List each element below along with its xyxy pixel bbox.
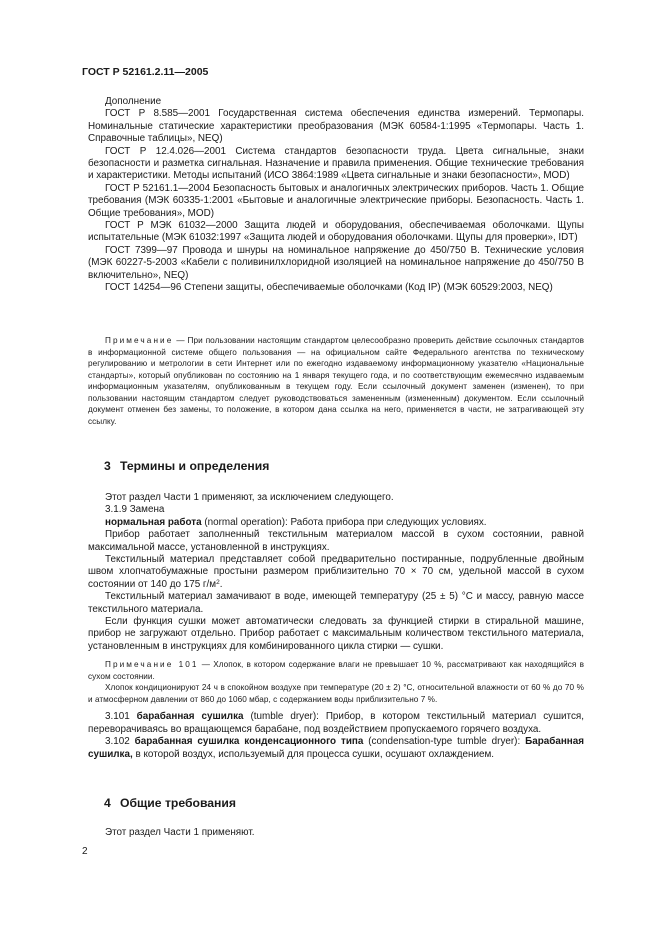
section-number: 3	[104, 459, 111, 473]
definition-3102: 3.102 барабанная сушилка конденсационного типа (condensation-type tumble dryer): Барабанная сушилка, в которой воздух, используемый для процесса сушки, осушают охлаждением.	[88, 736, 585, 760]
note-text: — При пользовании настоящим стандартом целесообразно проверить действие ссылочных стандартов в информационной системе общего пользования — на официальном сайте Федерального агентства по техническому регулированию и метрологии в сети Интернет или по ежегодно издаваемому информационному указателю «Национальные стандарты», который опубликован по состоянию на 1 января текущего года, и по соответствующим ежемесячно издаваемым информационным указателям, опубликованным в текущем году. Если ссылочный документ заменен (изменен), то при пользовании настоящим стандартом следует руководствоваться замененным (измененным) документом. Если ссылочный документ отменен без замены, то положение, в котором дана ссылка на него, применяется в части, не затрагивающей эту ссылку.	[88, 336, 584, 426]
addendum-block	[88, 96, 584, 295]
section-number: 4	[104, 796, 111, 810]
section-title: Термины и определения	[120, 459, 270, 473]
section-title: Общие требования	[120, 796, 237, 810]
paragraph: Если функция сушки может автоматически следовать за функцией стирки в стиральной машине, прибор не загружают отдельно. Прибор работает с максимальным количеством текстильного материала, установленным в инструкциях для комбинированного цикла стирки — сушки.	[88, 616, 584, 652]
note-label: Примечание	[105, 336, 174, 345]
document-header: ГОСТ Р 52161.2.11—2005	[82, 66, 209, 78]
addendum-item: ГОСТ Р 52161.1—2004 Безопасность бытовых и аналогичных электрических приборов. Часть 1. Общие требования (МЭК 60335-1:2001 «Бытовые и аналогичные электрические приборы. Безопасность. Часть 1. Общие требования», MOD)	[88, 182, 584, 219]
note-101: Примечание 101 — Хлопок, в котором содержание влаги не превышает 10 %, рассматривают как находящийся в сухом состоянии.	[88, 660, 584, 681]
addendum-item: ГОСТ Р МЭК 61032—2000 Защита людей и оборудования, обеспечиваемая оболочками. Щупы испытательные (МЭК 61032:1997 «Защита людей и оборудования оболочками. Щупы для проверки», IDT)	[88, 220, 584, 244]
section-intro: Этот раздел Части 1 применяют, за исключением следующего.	[105, 492, 394, 503]
definition-3101: 3.101 барабанная сушилка (tumble dryer): Прибор, в котором текстильный материал сушится, переворачиваясь во вращающемся барабане, под воздействием пропускаемого горячего воздуха.	[88, 711, 584, 735]
section-3-heading	[104, 459, 600, 473]
section-4-body	[88, 827, 584, 839]
paragraph: Прибор работает заполненный текстильным материалом массой в сухом состоянии, равной максимальной массе, установленной в инструкциях.	[88, 529, 584, 553]
term-bold: нормальная работа	[105, 516, 202, 528]
addendum-heading: Дополнение	[105, 96, 162, 107]
section-3-body	[88, 492, 584, 761]
paragraph: Текстильный материал представляет собой предварительно постиранные, подрубленные двойным швом хлопчатобумажные простыни размером приблизительно 70 × 70 см, удельной массой в сухом состоянии от 140 до 175 $г/м^2$.	[88, 554, 584, 590]
addendum-item: ГОСТ 7399—97 Провода и шнуры на номинальное напряжение до 450/750 В. Технические условия (МЭК 60227-5-2003 «Кабели с поливинилхлоридной изоляцией на номинальное напряжение до 450/750 В включительно», NEQ)	[88, 244, 584, 281]
reference-note	[88, 335, 584, 427]
section-intro: Этот раздел Части 1 применяют.	[105, 827, 255, 838]
clause-replacement: 3.1.9 Замена	[105, 504, 165, 516]
note-101-continued: Хлопок кондиционируют 24 ч в спокойном воздухе при температуре (20 ± 2) °С, относительной влажности от 60 % до 70 % и атмосферном давлении от 860 до 1060 мбар, с содержанием воды приблизительно 7 %.	[88, 683, 584, 704]
section-4-heading	[104, 796, 600, 810]
term-definition: нормальная работа (normal operation): Работа прибора при следующих условиях.	[105, 516, 487, 528]
page-number: 2	[82, 846, 88, 857]
addendum-item: ГОСТ Р 12.4.026—2001 Система стандартов безопасности труда. Цвета сигнальные, знаки безопасности и разметка сигнальная. Назначение и правила применения. Общие технические требования и характеристики. Методы испытаний (ИСО 3864:1989 «Цвета сигнальные и знаки безопасности», MOD)	[88, 145, 584, 182]
paragraph: Текстильный материал замачивают в воде, имеющей температуру (25 ± 5) °С и массу, равную массе текстильного материала.	[88, 591, 584, 615]
addendum-item: ГОСТ 14254—96 Степени защиты, обеспечиваемые оболочками (Код IP) (МЭК 60529:2003, NEQ)	[105, 282, 553, 294]
addendum-item: ГОСТ Р 8.585—2001 Государственная система обеспечения единства измерений. Термопары. Номинальные статические характеристики преобразования (МЭК 60584-1:1995 «Термопары. Часть 1. Справочные таблицы», NEQ)	[88, 108, 584, 145]
